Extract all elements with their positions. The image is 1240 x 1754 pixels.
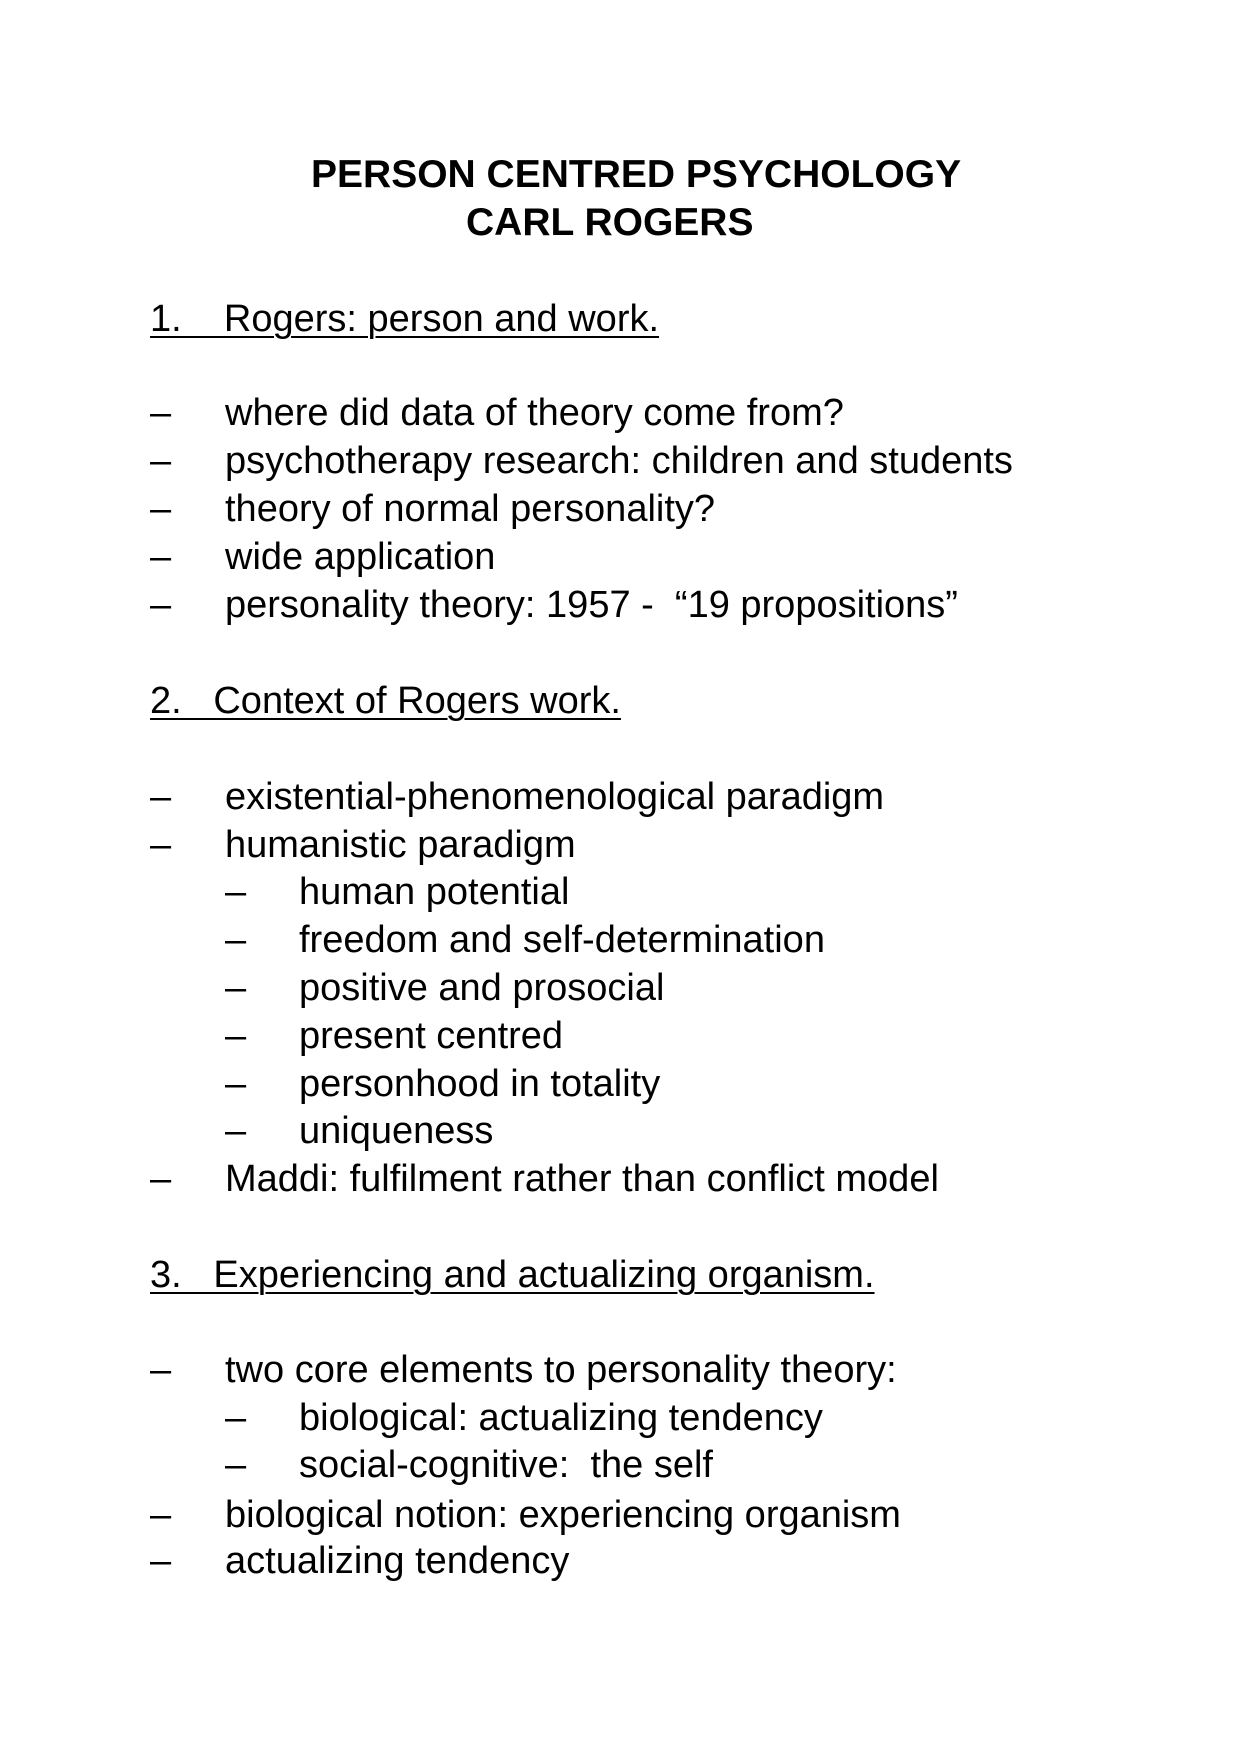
sub-list-item: present centred [299, 1015, 564, 1057]
list-item: wide application [225, 536, 496, 578]
list-item: where did data of theory come from? [225, 392, 844, 434]
sub-list-item: biological: actualizing tendency [299, 1397, 823, 1439]
sub-list-item: positive and prosocial [299, 967, 665, 1009]
bullet-dash: – [150, 824, 172, 866]
bullet-dash: – [225, 1110, 247, 1152]
section-heading-3: 3. Experiencing and actualizing organism. [150, 1254, 875, 1296]
sub-list-item: social-cognitive: the self [299, 1444, 713, 1486]
bullet-dash: – [150, 1540, 172, 1582]
list-item: humanistic paradigm [225, 824, 576, 866]
bullet-dash: – [225, 919, 247, 961]
bullet-dash: – [225, 871, 247, 913]
bullet-dash: – [150, 1349, 172, 1391]
bullet-dash: – [150, 776, 172, 818]
sub-list-item: personhood in totality [299, 1063, 661, 1105]
list-item: personality theory: 1957 - “19 propositions” [225, 584, 958, 626]
document-subtitle: CARL ROGERS [466, 201, 754, 244]
list-item: psychotherapy research: children and students [225, 440, 1013, 482]
bullet-dash: – [150, 584, 172, 626]
bullet-dash: – [225, 1015, 247, 1057]
document-title: PERSON CENTRED PSYCHOLOGY [311, 153, 962, 196]
list-item: Maddi: fulfilment rather than conflict model [225, 1158, 939, 1200]
bullet-dash: – [225, 1444, 247, 1486]
bullet-dash: – [150, 392, 172, 434]
sub-list-item: freedom and self-determination [299, 919, 825, 961]
bullet-dash: – [225, 967, 247, 1009]
sub-list-item: human potential [299, 871, 570, 913]
bullet-dash: – [150, 1158, 172, 1200]
bullet-dash: – [225, 1063, 247, 1105]
bullet-dash: – [225, 1397, 247, 1439]
sub-list-item: uniqueness [299, 1110, 494, 1152]
bullet-dash: – [150, 1494, 172, 1536]
list-item: existential-phenomenological paradigm [225, 776, 885, 818]
bullet-dash: – [150, 488, 172, 530]
section-heading-1: 1. Rogers: person and work. [150, 298, 660, 340]
list-item: two core elements to personality theory: [225, 1349, 897, 1391]
list-item: biological notion: experiencing organism [225, 1494, 901, 1536]
list-item: theory of normal personality? [225, 488, 716, 530]
bullet-dash: – [150, 536, 172, 578]
bullet-dash: – [150, 440, 172, 482]
list-item: actualizing tendency [225, 1540, 570, 1582]
section-heading-2: 2. Context of Rogers work. [150, 680, 621, 722]
